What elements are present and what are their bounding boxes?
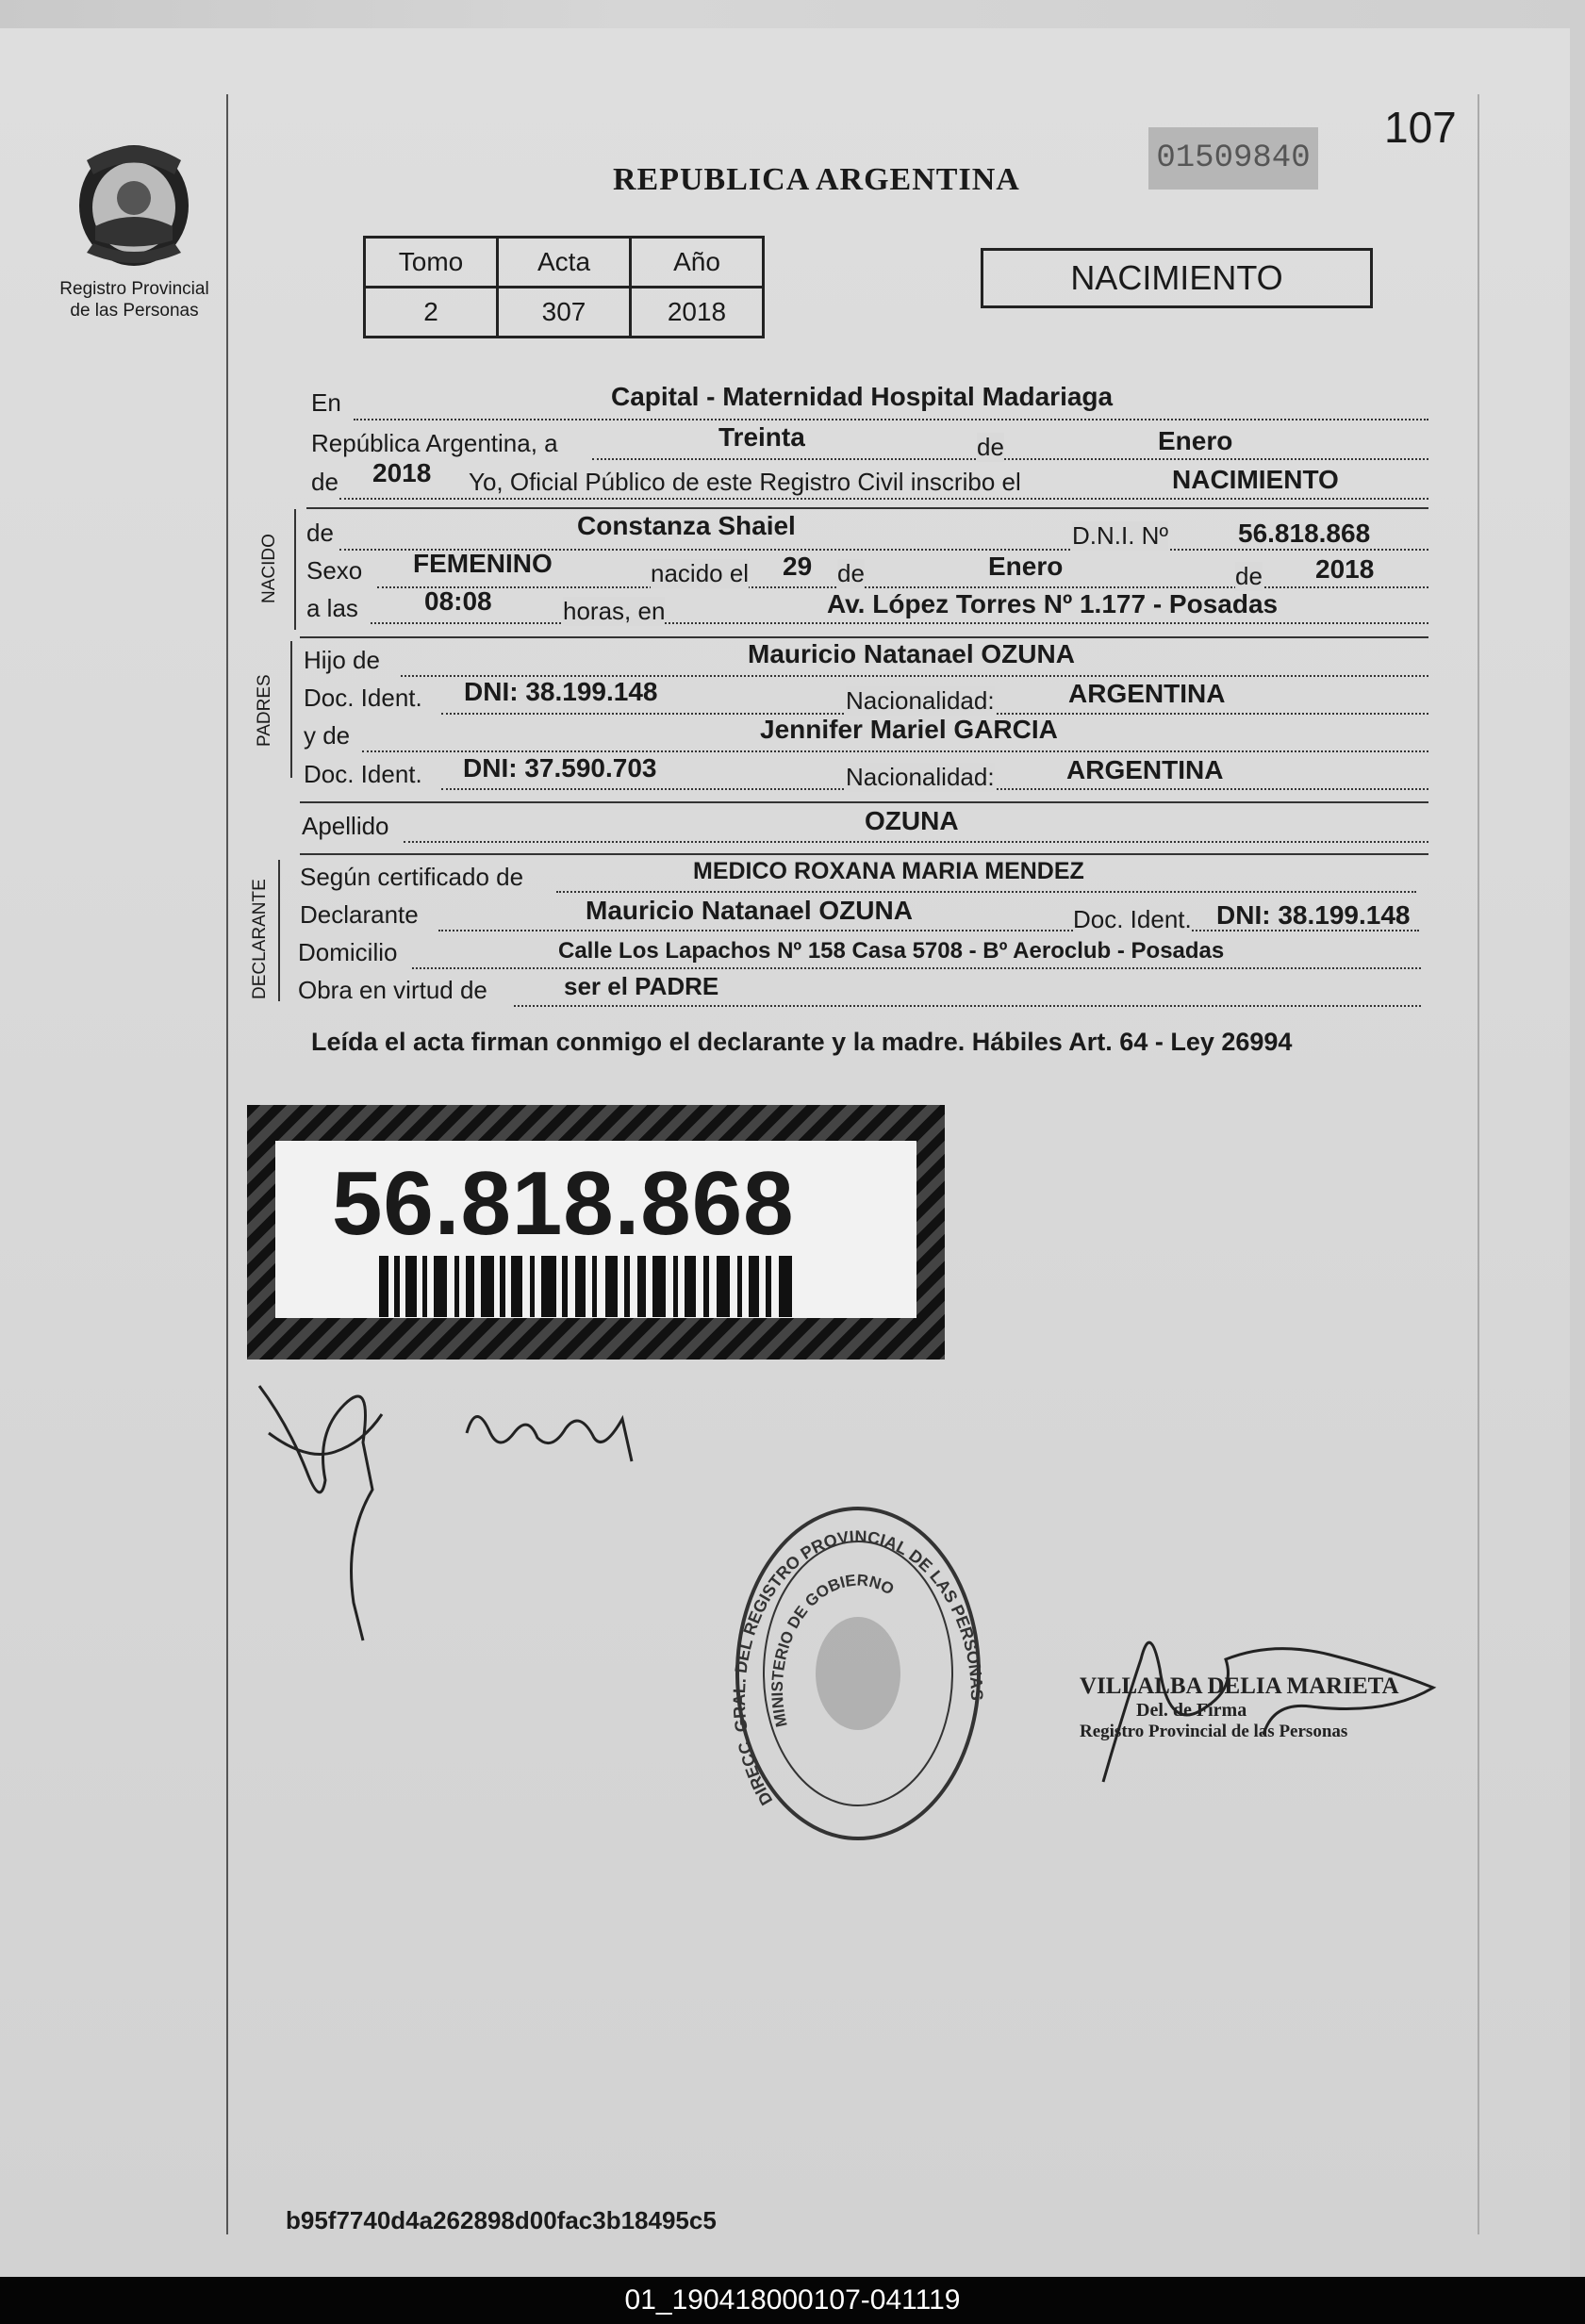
- time-value: 08:08: [424, 586, 492, 616]
- obra-label: Obra en virtud de: [298, 976, 487, 1004]
- child-dni-value: 56.818.868: [1238, 519, 1371, 548]
- mother-nationality-value: ARGENTINA: [1066, 755, 1224, 784]
- dotted-line: [362, 750, 1428, 752]
- day-words-value: Treinta: [718, 422, 805, 452]
- logo-label-line1: Registro Provincial: [59, 279, 209, 299]
- section-divider: [300, 801, 1428, 803]
- obra-value: ser el PADRE: [564, 972, 719, 1000]
- domicilio-value: Calle Los Lapachos Nº 158 Casa 5708 - Bº Aeroclub - Posadas: [558, 938, 1225, 964]
- nacido-bracket: [294, 509, 296, 630]
- section-divider: [306, 507, 1428, 509]
- act-value: NACIMIENTO: [1172, 465, 1339, 494]
- acta-header-tomo: Tomo: [365, 238, 498, 288]
- document-title: REPUBLICA ARGENTINA: [613, 162, 1020, 197]
- father-nationality-value: ARGENTINA: [1068, 679, 1226, 708]
- dni-sticker-inner: [275, 1141, 916, 1318]
- declarante-doc-label: Doc. Ident.: [1073, 905, 1192, 933]
- birth-year-value: 2018: [1315, 554, 1375, 584]
- birth-de-label: de: [837, 559, 865, 587]
- mother-doc-value: DNI: 37.590.703: [463, 753, 657, 783]
- y-de-label: y de: [304, 721, 351, 750]
- dni-sticker: [247, 1105, 945, 1360]
- father-doc-label: Doc. Ident.: [304, 684, 422, 712]
- dotted-line: [339, 498, 1428, 500]
- father-name-value: Mauricio Natanael OZUNA: [748, 639, 1075, 668]
- oficial-text: Yo, Oficial Público de este Registro Civil inscribo el: [469, 468, 1021, 496]
- logo-label-line2: de las Personas: [70, 301, 199, 321]
- birth-address-value: Av. López Torres Nº 1.177 - Posadas: [827, 589, 1279, 618]
- apellido-value: OZUNA: [865, 806, 959, 835]
- sexo-value: FEMENINO: [413, 549, 553, 578]
- page-number: 107: [1384, 103, 1457, 152]
- declarante-label: Declarante: [300, 900, 419, 929]
- en-label: En: [311, 388, 341, 417]
- acta-value-ano: 2018: [631, 288, 764, 338]
- section-divider: [300, 636, 1428, 638]
- dotted-line: [354, 419, 1428, 420]
- birth-month-value: Enero: [988, 552, 1064, 581]
- birth-day-value: 29: [783, 552, 813, 581]
- registro-logo: [52, 132, 217, 321]
- declarant-signature-icon: [462, 1395, 651, 1471]
- dotted-line: [404, 841, 1428, 843]
- official-office: Registro Provincial de las Personas: [1080, 1722, 1348, 1741]
- birth-de2-label: de: [1235, 562, 1263, 590]
- section-divider: [300, 853, 1428, 855]
- official-name: VILLALBA DELIA MARIETA: [1080, 1673, 1399, 1699]
- record-type-box: NACIMIENTO: [981, 248, 1373, 308]
- acta-value-tomo: 2: [365, 288, 498, 338]
- declarante-doc-value: DNI: 38.199.148: [1216, 900, 1411, 930]
- republica-label: República Argentina, a: [311, 429, 558, 457]
- nacido-section-label: NACIDO: [259, 534, 279, 603]
- mother-doc-label: Doc. Ident.: [304, 760, 422, 788]
- barcode-icon: [379, 1256, 794, 1317]
- official-signature-icon: [1084, 1603, 1443, 1791]
- footer-id: 01_190418000107-041119: [624, 2284, 961, 2316]
- nacido-el-label: nacido el: [651, 559, 750, 587]
- padres-section-label: PADRES: [255, 674, 274, 747]
- acta-value-acta: 307: [498, 288, 631, 338]
- footer-bar: [0, 2277, 1585, 2324]
- mother-name-value: Jennifer Mariel GARCIA: [760, 715, 1058, 744]
- document-hash: b95f7740d4a262898d00fac3b18495c5: [286, 2206, 717, 2234]
- mother-nac-label: Nacionalidad:: [846, 763, 995, 791]
- dni-sticker-number: 56.818.868: [332, 1153, 795, 1254]
- dotted-line: [592, 458, 1428, 460]
- child-name-value: Constanza Shaiel: [577, 511, 796, 540]
- de2-label: de: [311, 468, 338, 496]
- hijo-de-label: Hijo de: [304, 646, 380, 674]
- father-doc-value: DNI: 38.199.148: [464, 677, 658, 706]
- official-stamp-icon: [721, 1490, 1004, 1857]
- stamp-outer-text: DIRECC. GRAL. DEL REGISTRO PROVINCIAL DE LAS PERSONAS: [729, 1526, 987, 1809]
- cert-label: Según certificado de: [300, 863, 524, 891]
- dotted-line: [514, 1005, 1421, 1007]
- horas-label: horas, en: [563, 597, 666, 625]
- dni-label: D.N.I. Nº: [1072, 521, 1168, 550]
- declarante-bracket: [278, 860, 280, 1001]
- official-title: Del. de Firma: [1136, 1700, 1247, 1721]
- a-las-label: a las: [306, 594, 358, 622]
- nacido-de-label: de: [306, 519, 334, 547]
- misiones-seal-icon: [63, 132, 205, 273]
- domicilio-label: Domicilio: [298, 938, 398, 966]
- dotted-line: [377, 586, 1428, 588]
- apellido-label: Apellido: [302, 812, 389, 840]
- registrar-signature-icon: [250, 1348, 410, 1650]
- year-value: 2018: [372, 458, 432, 487]
- acta-table: [363, 236, 765, 338]
- closing-text: Leída el acta firman conmigo el declarante y la madre. Hábiles Art. 64 - Ley 26994: [311, 1028, 1293, 1056]
- declarante-section-label: DECLARANTE: [250, 879, 270, 999]
- month-value: Enero: [1158, 426, 1233, 455]
- serial-number-label: 01509840: [1148, 127, 1318, 190]
- declarante-value: Mauricio Natanael OZUNA: [586, 896, 913, 925]
- father-nac-label: Nacionalidad:: [846, 686, 995, 715]
- dotted-line: [371, 622, 1428, 624]
- dotted-line: [412, 967, 1421, 969]
- stamp-inner-text: MINISTERIO DE GOBIERNO: [768, 1571, 898, 1729]
- dotted-line: [556, 891, 1416, 893]
- acta-header-acta: Acta: [498, 238, 631, 288]
- place-value: Capital - Maternidad Hospital Madariaga: [611, 382, 1114, 411]
- de-label: de: [977, 433, 1004, 461]
- padres-bracket: [290, 641, 292, 778]
- sexo-label: Sexo: [306, 556, 363, 585]
- cert-value: MEDICO ROXANA MARIA MENDEZ: [693, 858, 1084, 884]
- acta-header-ano: Año: [631, 238, 764, 288]
